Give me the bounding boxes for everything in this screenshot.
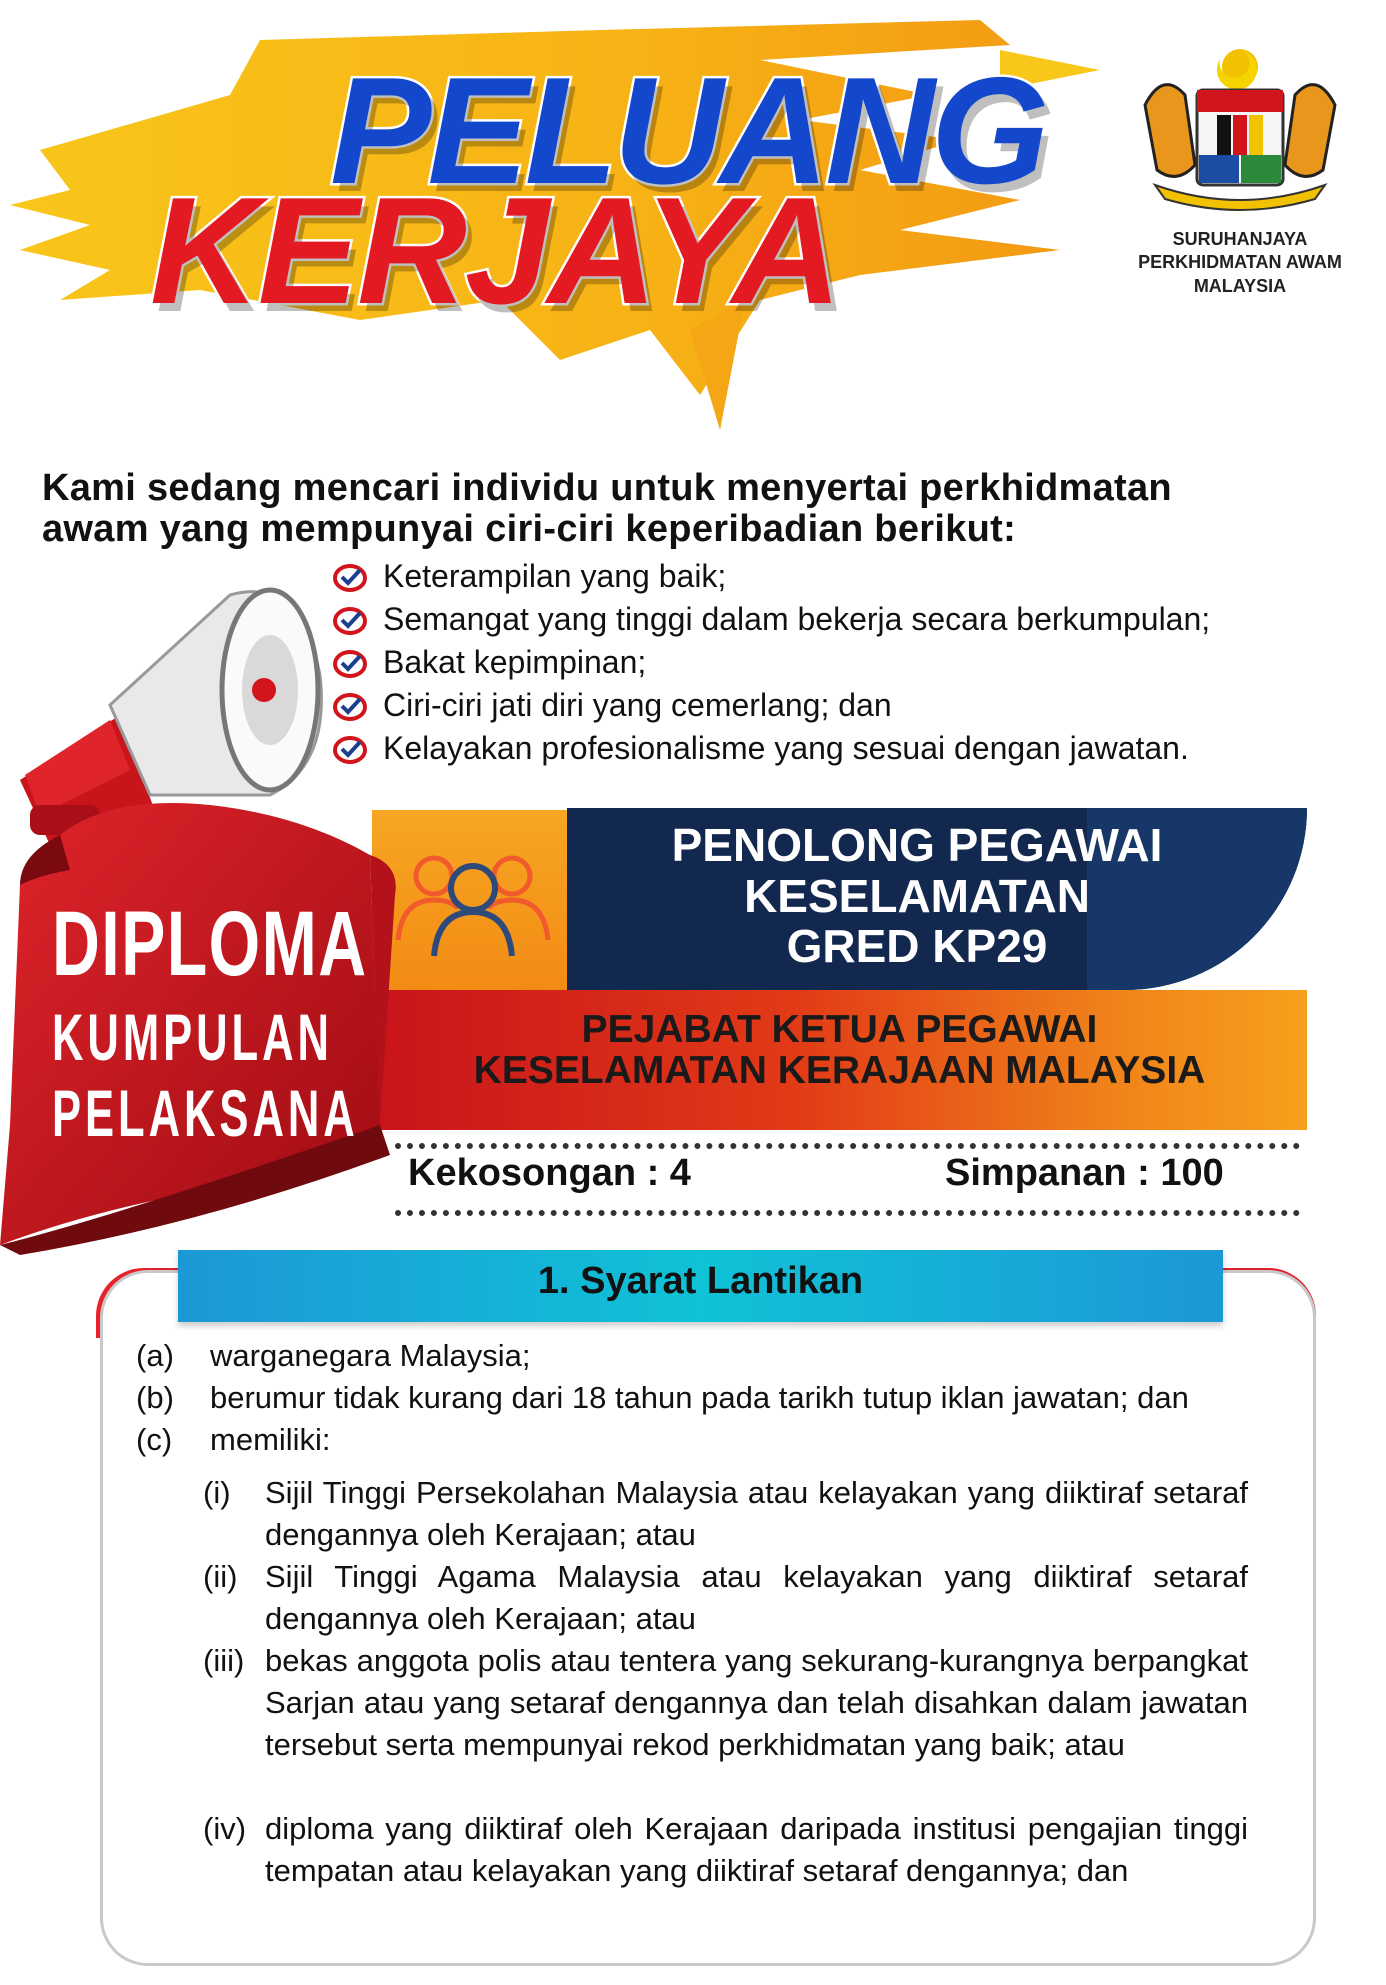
group-label-line1: KUMPULAN	[52, 1000, 333, 1074]
level-label: DIPLOMA	[52, 893, 368, 995]
item-label: (c)	[136, 1422, 173, 1458]
subitem-label: (iii)	[203, 1643, 245, 1678]
hero-title-kerjaya: KERJAYA	[150, 166, 840, 336]
people-group-icon	[384, 848, 562, 958]
item-text: memiliki:	[210, 1422, 331, 1458]
subitem-text: diploma yang diiktiraf oleh Kerajaan daripada institusi pengajian tinggi tempatan atau kelayakan yang diiktiraf setaraf dengannya; dan	[265, 1811, 1248, 1889]
intro-heading	[42, 468, 1362, 550]
post-grade: GRED KP29	[786, 920, 1048, 973]
dotted-divider	[395, 1143, 1300, 1149]
trait-text: Ciri-ciri jati diri yang cemerlang; dan	[383, 687, 892, 723]
hero-title-peluang: PELUANG	[330, 46, 1046, 216]
intro-line2: awam yang mempunyai ciri-ciri keperibadian berikut:	[42, 508, 1017, 551]
list-item	[203, 1640, 1248, 1766]
department-name	[372, 1010, 1307, 1092]
vacancy-count: Kekosongan : 4	[408, 1152, 691, 1194]
checkmark-icon	[333, 648, 369, 678]
agency-name-line2: PERKHIDMATAN AWAM	[1138, 252, 1342, 273]
post-title	[567, 820, 1267, 972]
checkmark-icon	[333, 691, 369, 721]
item-label: (b)	[136, 1380, 174, 1416]
item-label: (a)	[136, 1338, 174, 1373]
trait-text: Kelayakan profesionalisme yang sesuai dengan jawatan.	[383, 730, 1189, 766]
list-item	[203, 1808, 1248, 1892]
dotted-divider	[395, 1210, 1300, 1216]
list-item	[136, 1377, 1266, 1419]
group-label-line2: PELAKSANA	[52, 1076, 359, 1150]
agency-name-line1: SURUHANJAYA	[1172, 229, 1308, 249]
subitem-text: Sijil Tinggi Persekolahan Malaysia atau kelayakan yang diiktiraf setaraf dengannya oleh Kerajaan; atau	[265, 1475, 1248, 1553]
agency-name-line3: MALAYSIA	[1193, 275, 1287, 296]
subitem-label: (iv)	[203, 1811, 247, 1846]
list-item	[203, 1472, 1248, 1556]
intro-line1: Kami sedang mencari individu untuk menyertai perkhidmatan	[42, 467, 1172, 509]
traits-list	[333, 555, 1210, 770]
list-item	[333, 684, 1210, 727]
list-item	[333, 727, 1210, 770]
subitem-text: bekas anggota polis atau tentera yang sekurang-kurangnya berpangkat Sarjan atau yang setaraf dengannya dan telah disahkan dalam jawatan tersebut serta mempunyai rekod perkhidmatan yang baik; atau	[265, 1643, 1248, 1763]
list-item	[136, 1419, 1266, 1461]
subitem-label: (i)	[203, 1475, 231, 1510]
section-title: 1. Syarat Lantikan	[537, 1260, 864, 1302]
list-item	[136, 1335, 1266, 1377]
checkmark-icon	[333, 605, 369, 635]
reserve-count: Simpanan : 100	[945, 1152, 1224, 1194]
item-text: berumur tidak kurang dari 18 tahun pada tarikh tutup iklan jawatan; dan	[210, 1380, 1189, 1416]
diploma-label	[52, 893, 372, 1150]
subitem-text: Sijil Tinggi Agama Malaysia atau kelayakan yang diiktiraf setaraf dengannya oleh Kerajaan; atau	[265, 1559, 1248, 1637]
list-item	[333, 641, 1210, 684]
subitem-label: (ii)	[203, 1559, 238, 1594]
department-line1: PEJABAT KETUA PEGAWAI	[581, 1008, 1098, 1051]
post-title-line1: PENOLONG PEGAWAI	[671, 819, 1163, 871]
checkmark-icon	[333, 562, 369, 592]
trait-text: Semangat yang tinggi dalam bekerja secara berkumpulan;	[383, 601, 1211, 637]
department-line2: KESELAMATAN KERAJAAN MALAYSIA	[473, 1048, 1206, 1092]
trait-text: Bakat kepimpinan;	[383, 644, 647, 680]
requirements-list	[136, 1335, 1266, 1461]
malaysia-coat-of-arms-icon	[1125, 45, 1355, 215]
agency-name	[1100, 228, 1380, 298]
group-icon-panel	[372, 810, 572, 990]
checkmark-icon	[333, 734, 369, 764]
list-item	[203, 1556, 1248, 1640]
post-title-line2: KESELAMATAN	[744, 869, 1090, 922]
list-item	[333, 555, 1210, 598]
list-item	[333, 598, 1210, 641]
trait-text: Keterampilan yang baik;	[383, 558, 727, 594]
item-text: warganegara Malaysia;	[210, 1338, 531, 1373]
